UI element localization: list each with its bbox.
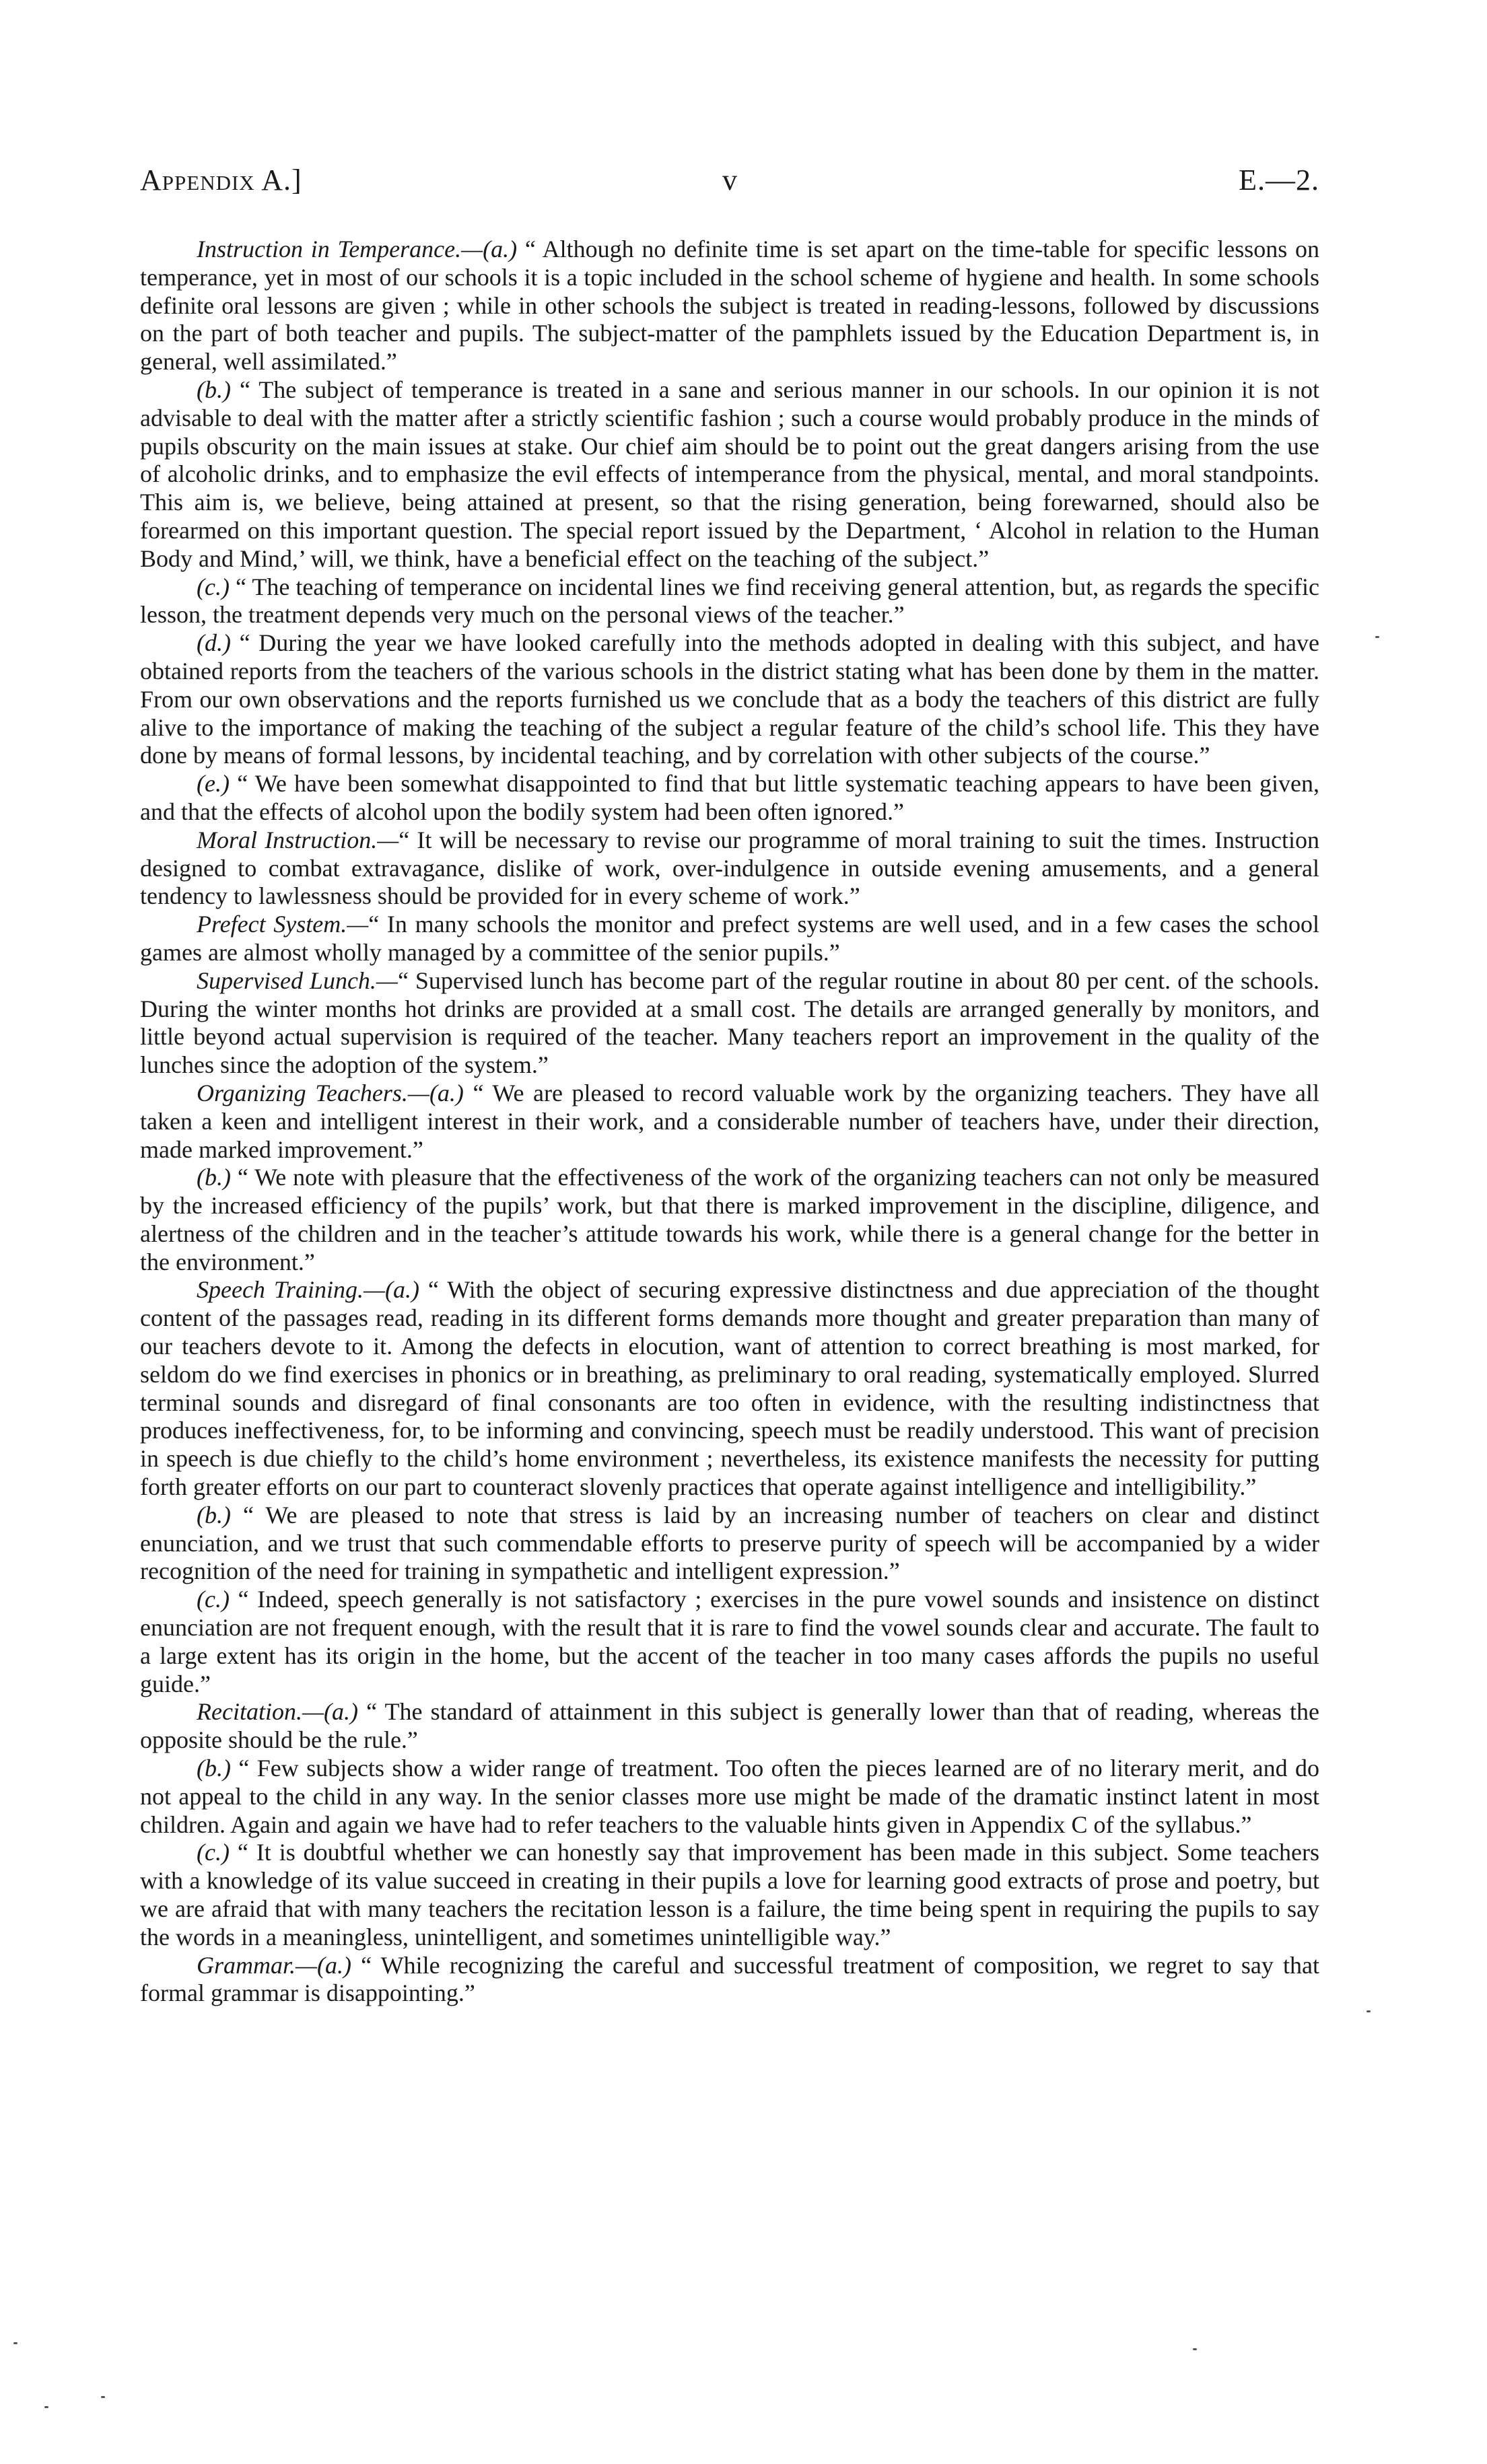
paragraph-text: “ We are pleased to record valuable work by the organizing teachers. They have all taken a keen and intelligent interest in their work, and a considerable number of teachers have, under their direction, made marked improvement.” — [140, 1079, 1319, 1163]
scan-speck — [13, 2342, 18, 2344]
paragraph-text: “ Supervised lunch has become part of the regular routine in about 80 per cent. of the schools. During the winter months hot drinks are provided at a small cost. The details are arranged generally by monitors, and little beyond actual supervision is required of the teacher. Many teachers report an improvement in the quality of the lunches since the adoption of the system.” — [140, 966, 1319, 1079]
section-heading: Speech Training.— — [197, 1276, 385, 1304]
section-heading: Supervised Lunch.— — [197, 966, 398, 994]
scan-speck — [101, 2396, 105, 2398]
paragraph-text: “ The standard of attainment in this subject is generally lower than that of reading, whereas the opposite should be the rule.” — [140, 1698, 1319, 1754]
paragraph-text: “ The subject of temperance is treated in a sane and serious manner in our schools. In our opinion it is not advisable to deal with the matter after a strictly scientific fashion ; such a course would probably produce in the minds of pupils obscurity on the main issues at stake. Our chief aim should be to point out the great dangers arising from the use of alcoholic drinks, and to emphasize the evil effects of intemperance from the physical, mental, and moral standpoints. This aim is, we believe, being attained at present, so that the rising generation, being forewarned, should also be forearmed on this important question. The special report issued by the Department, ‘ Alcohol in relation to the Human Body and Mind,’ will, we think, have a beneficial effect on the teaching of the subject.” — [140, 376, 1319, 572]
sub-label: (e.) — [197, 770, 230, 798]
paragraph-text: “ Indeed, speech generally is not satisfactory ; exercises in the pure vowel sounds and insistence on distinct enunciation are not frequent enough, with the result that it is rare to find the vowel sounds clear and accurate. The fault to a large extent has its origin in the home, but the accent of the teacher in too many cases affords the pupils no useful guide.” — [140, 1586, 1319, 1697]
paragraph-supervised-lunch — [140, 967, 1319, 1080]
paragraph-prefect-system — [140, 911, 1319, 967]
paragraph-grammar-a — [140, 1952, 1319, 2008]
sub-label: (a.) — [317, 1951, 352, 1979]
paragraph-text: “ In many schools the monitor and prefect systems are well used, and in a few cases the school games are almost wholly managed by a committee of the senior pupils.” — [140, 911, 1319, 966]
paragraph-text: “ Although no definite time is set apart on the time-table for specific lessons on temperance, yet in most of our schools it is a topic included in the school scheme of hygiene and health. In some schools definite oral lessons are given ; while in other schools the subject is treated in reading-lessons, followed by discussions on the part of both teacher and pupils. The subject-matter of the pamphlets issued by the Education Department is, in general, well assimilated.” — [140, 236, 1319, 376]
section-heading: Prefect System.— — [197, 911, 369, 938]
section-heading: Moral Instruction.— — [197, 826, 399, 853]
paragraph-moral-instruction — [140, 826, 1319, 911]
sub-label: (a.) — [483, 236, 518, 262]
paragraph-speech-training-b — [140, 1502, 1319, 1586]
appendix-label: Appendix A.] — [140, 164, 302, 197]
sub-label: (d.) — [197, 629, 231, 657]
paragraph-text: “ It will be necessary to revise our programme of moral training to suit the times. Instruction designed to combat extravagance, dislike of work, over-indulgence in outside evening amusements, and a general tendency to lawlessness should be provided for in every scheme of work.” — [140, 826, 1319, 910]
section-heading: Instruction in Temperance.— — [197, 236, 483, 262]
sub-label: (b.) — [197, 376, 231, 403]
paragraph-text: “ Few subjects show a wider range of treatment. Too often the pieces learned are of no literary merit, and do not appeal to the child in any way. In the senior classes more use might be made of the dramatic instinct latent in most children. Again and again we have had to refer teachers to the valuable hints given in Appendix C of the syllabus.” — [140, 1755, 1319, 1838]
sub-label: (a.) — [384, 1276, 419, 1304]
paragraph-speech-training-a — [140, 1276, 1319, 1501]
body-text — [140, 236, 1319, 2008]
paragraph-organizing-teachers-b — [140, 1164, 1319, 1276]
scan-speck — [44, 2406, 48, 2408]
sub-label: (a.) — [323, 1698, 358, 1726]
paragraph-recitation-a — [140, 1698, 1319, 1755]
paragraph-temperance-c — [140, 573, 1319, 630]
paragraph-text: “ We are pleased to note that stress is laid by an increasing number of teachers on clear and distinct enunciation, and we trust that such commendable efforts to preserve purity of speech will be accompanied by a wider recognition of the need for training in sympathetic and intelligent expression.” — [140, 1501, 1319, 1585]
paragraph-text: “ We note with pleasure that the effectiveness of the work of the organizing teachers can not only be measured by the increased efficiency of the pupils’ work, but that there is marked improvement in the discipline, diligence, and alertness of the children and in the teacher’s attitude towards his work, while there is a general change for the better in the environment.” — [140, 1164, 1319, 1275]
paragraph-recitation-b — [140, 1755, 1319, 1839]
page-header — [140, 160, 1319, 201]
paragraph-text: “ It is doubtful whether we can honestly say that improvement has been made in this subject. Some teachers with a knowledge of its value succeed in creating in their pupils a love for learning good extracts of prose and poetry, but we are afraid that with many teachers the recitation lesson is a failure, the time being spent in requiring the pupils to say the words in a meaningless, unintelligent, and sometimes unintelligible way.” — [140, 1839, 1319, 1950]
page-number: v — [722, 164, 737, 197]
scan-speck — [1193, 2348, 1197, 2350]
sub-label: (a.) — [429, 1079, 464, 1106]
paragraph-organizing-teachers-a — [140, 1080, 1319, 1164]
scan-speck — [1375, 636, 1379, 638]
paragraph-recitation-c — [140, 1839, 1319, 1951]
paragraph-speech-training-c — [140, 1586, 1319, 1698]
section-heading: Recitation.— — [197, 1698, 324, 1726]
sub-label: (c.) — [197, 573, 230, 600]
paragraph-temperance-a — [140, 236, 1319, 376]
paragraph-text: “ With the object of securing expressive distinctness and due appreciation of the thought content of the passages read, reading in its different forms demands more thought and greater preparation than many of our teachers devote to it. Among the defects in elocution, want of attention to correct breathing is most marked, for seldom do we find exercises in phonics or in breathing, as preliminary to oral reading, systematically employed. Slurred terminal sounds and disregard of final consonants are too often in evidence, with the resulting indistinctness that produces ineffectiveness, for, to be informing and convincing, speech must be readily understood. This want of precision in speech is due chiefly to the child’s home environment ; nevertheless, its existence manifests the necessity for putting forth greater efforts on our part to counteract slovenly practices that operate against intelligence and intelligibility.” — [140, 1276, 1319, 1501]
paragraph-text: “ During the year we have looked carefully into the methods adopted in dealing with this subject, and have obtained reports from the teachers of the various schools in the district stating what has been done by them in the matter. From our own observations and the reports furnished us we conclude that as a body the teachers of this district are fully alive to the importance of making the teaching of the subject a regular feature of the child’s school life. This they have done by means of formal lessons, by incidental teaching, and by correlation with other subjects of the course.” — [140, 629, 1319, 769]
sub-label: (c.) — [197, 1839, 230, 1866]
paragraph-text: “ We have been somewhat disappointed to find that but little systematic teaching appears to have been given, and that the effects of alcohol upon the bodily system had been often ignored.” — [140, 770, 1319, 825]
scan-speck — [1367, 2010, 1371, 2012]
document-code: E.—2. — [1239, 164, 1319, 197]
sub-label: (c.) — [197, 1586, 230, 1613]
section-heading: Grammar.— — [197, 1951, 318, 1979]
section-heading: Organizing Teachers.— — [197, 1079, 429, 1106]
sub-label: (b.) — [197, 1164, 231, 1191]
sub-label: (b.) — [197, 1501, 231, 1528]
paragraph-temperance-e — [140, 770, 1319, 826]
sub-label: (b.) — [197, 1755, 231, 1782]
paragraph-temperance-b — [140, 376, 1319, 573]
paragraph-text: “ The teaching of temperance on incidental lines we find receiving general attention, but, as regards the specific lesson, the treatment depends very much on the personal views of the teacher.” — [140, 573, 1319, 629]
paragraph-temperance-d — [140, 629, 1319, 770]
paragraph-text: “ While recognizing the careful and successful treatment of composition, we regret to say that formal grammar is disappointing.” — [140, 1951, 1319, 2007]
